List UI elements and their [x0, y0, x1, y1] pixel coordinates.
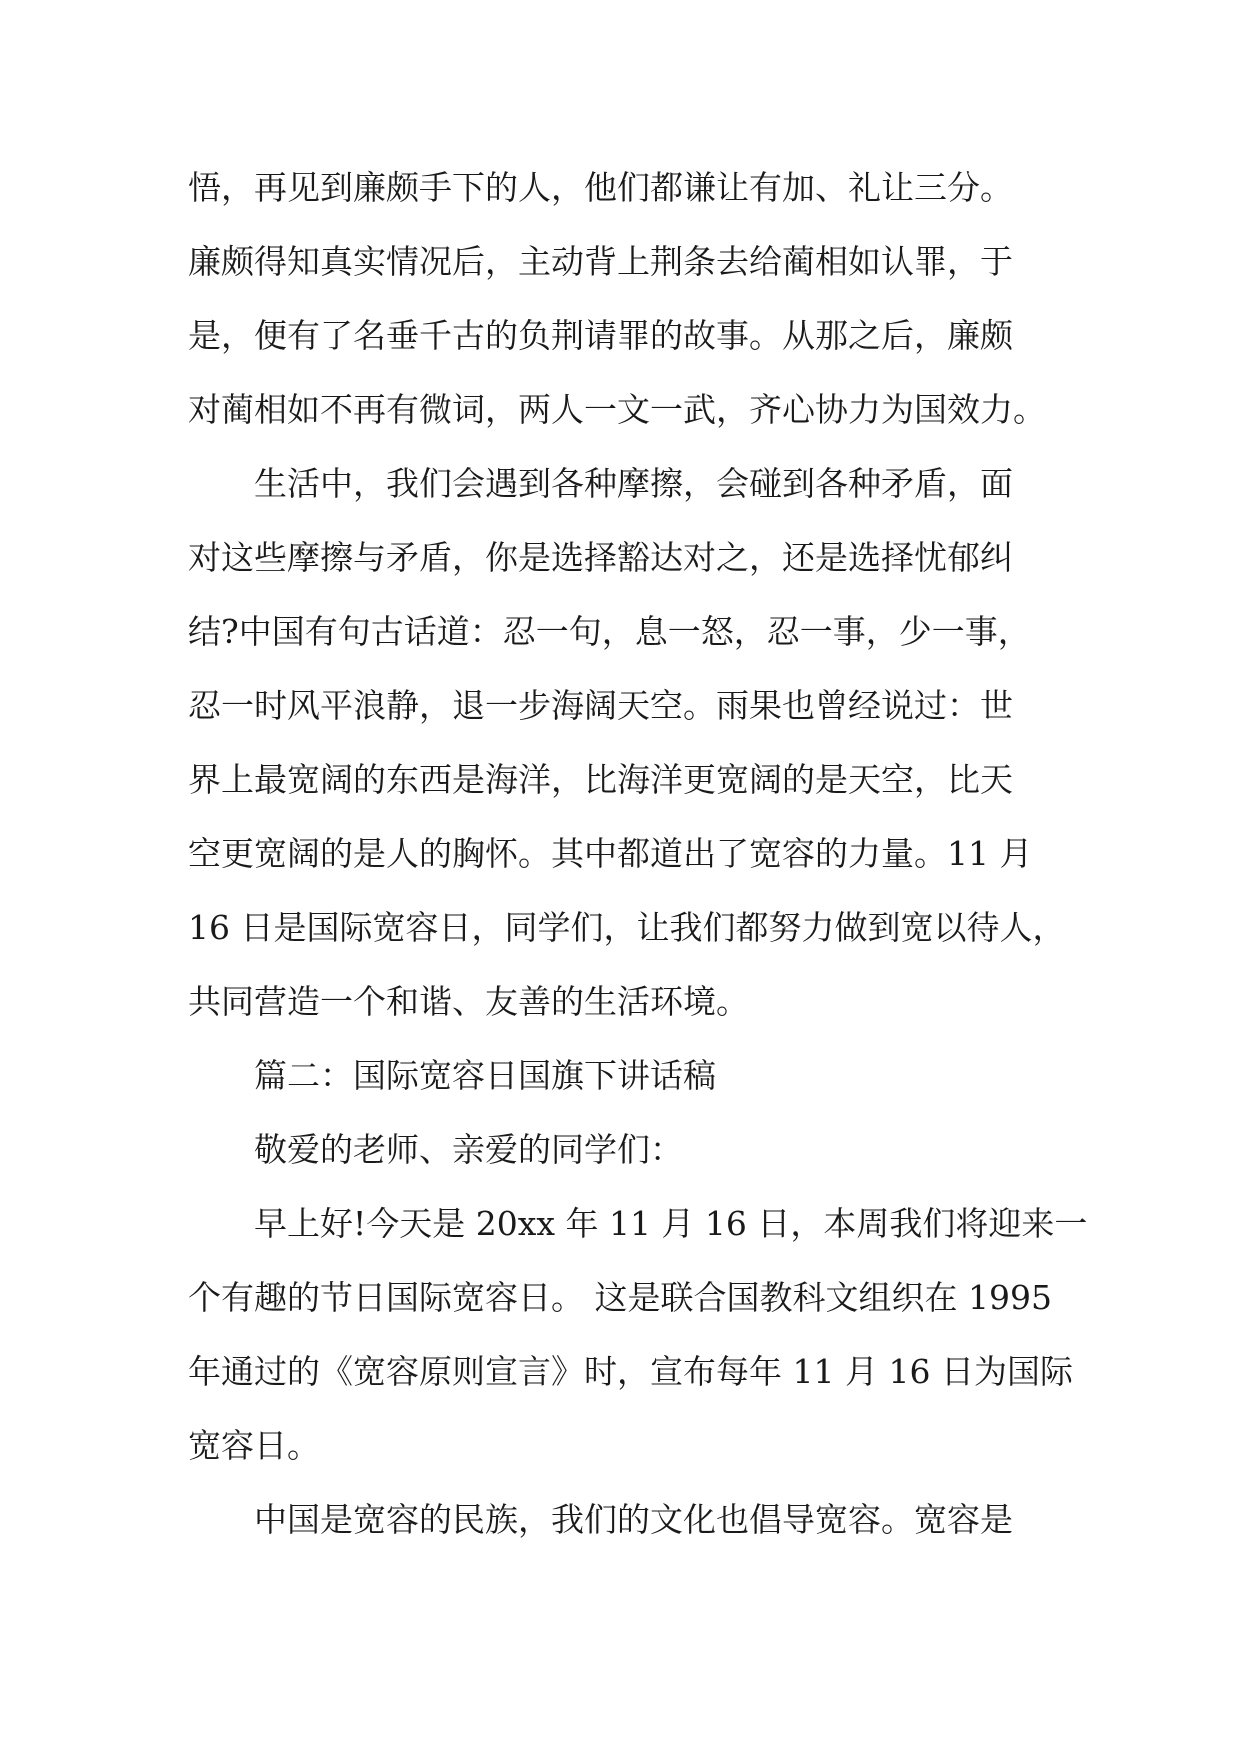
text-line: 年通过的《宽容原则宣言》时，宣布每年 11 月 16 日为国际: [188, 1352, 1073, 1391]
text-line: 共同营造一个和谐、友善的生活环境。: [188, 982, 749, 1021]
text-line: 界上最宽阔的东西是海洋，比海洋更宽阔的是天空，比天: [188, 760, 1013, 799]
text-line: 是，便有了名垂千古的负荆请罪的故事。从那之后，廉颇: [188, 316, 1013, 355]
text-line: 个有趣的节日国际宽容日。 这是联合国教科文组织在 1995: [188, 1278, 1052, 1317]
text-line: 早上好!今天是 20xx 年 11 月 16 日，本周我们将迎来一: [188, 1204, 1088, 1243]
text-line: 结?中国有句古话道：忍一句，息一怒，忍一事，少一事，: [188, 612, 1031, 651]
salutation: 敬爱的老师、亲爱的同学们：: [188, 1130, 683, 1169]
body-text: [188, 168, 1088, 1574]
text-line: 忍一时风平浪静，退一步海阔天空。雨果也曾经说过：世: [188, 686, 1013, 725]
text-line: 对这些摩擦与矛盾，你是选择豁达对之，还是选择忧郁纠: [188, 538, 1013, 577]
text-line: 廉颇得知真实情况后，主动背上荆条去给蔺相如认罪，于: [188, 242, 1013, 281]
text-line: 空更宽阔的是人的胸怀。其中都道出了宽容的力量。11 月: [188, 834, 1033, 873]
text-line: 生活中，我们会遇到各种摩擦，会碰到各种矛盾，面: [188, 464, 1013, 503]
section-heading: 篇二：国际宽容日国旗下讲话稿: [188, 1056, 716, 1095]
text-line: 中国是宽容的民族，我们的文化也倡导宽容。宽容是: [188, 1500, 1013, 1539]
text-line: 悟，再见到廉颇手下的人，他们都谦让有加、礼让三分。: [188, 168, 1013, 207]
text-line: 对蔺相如不再有微词，两人一文一武，齐心协力为国效力。: [188, 390, 1046, 429]
text-line: 16 日是国际宽容日，同学们，让我们都努力做到宽以待人，: [188, 908, 1066, 947]
text-line: 宽容日。: [188, 1426, 320, 1465]
